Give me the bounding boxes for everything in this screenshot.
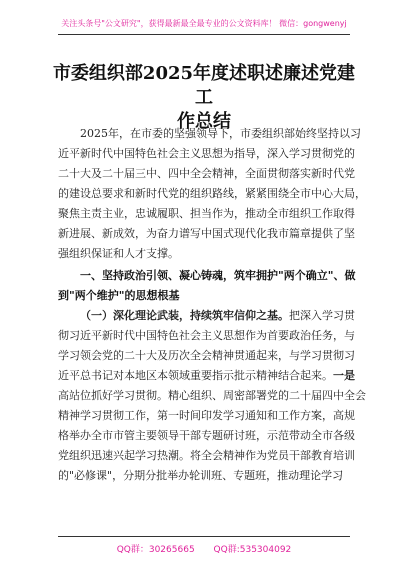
text-fragment: 近平总书记对本地区本领域重要指示批示精神结合起来。 — [58, 369, 333, 382]
text-line: 聚焦主责主业，忠诚履职、担当作为，推动全市组织工作取得 — [58, 207, 355, 220]
intro-paragraph — [58, 124, 366, 264]
text-line: 的建设总要求和新时代党的组织路线，紧紧围绕全市中心大局， — [58, 187, 366, 200]
text-line: 二十大及二十届三中、四中全会精神，全面贯彻落实新时代党 — [58, 167, 355, 180]
subsection-paragraph — [58, 306, 366, 486]
footer-qq-group-1: QQ群：30265665 — [116, 545, 195, 555]
emphasis-marker: 一是 — [333, 369, 355, 382]
text-line: 2025年，在市委的坚强领导下，市委组织部始终坚持以习 — [80, 127, 361, 140]
footer-divider — [58, 536, 350, 537]
text-line: 精神学习贯彻工作，第一时间印发学习通知和工作方案，高规 — [58, 409, 355, 422]
text-line: 格举办全市市管主要领导干部专题研讨班，示范带动全市各级 — [58, 429, 355, 442]
section-heading — [58, 266, 356, 306]
text-line: 彻习近平新时代中国特色社会主义思想作为首要政治任务，与 — [58, 329, 355, 342]
page-footer — [0, 542, 408, 555]
text-line: 的"必修课"，分期分批举办轮训班、专题班，推动理论学习 — [58, 469, 344, 482]
text-line — [58, 306, 355, 326]
text-line: 党组织迅速兴起学习热潮。将全会精神作为党员干部教育培训 — [58, 449, 355, 462]
page-header: 关注头条号"公文研究"，获得最新最全最专业的公文资料库！ 微信：gongwenyj — [61, 19, 347, 28]
header-divider — [58, 34, 350, 35]
heading-line: 到"两个维护"的思想根基 — [58, 289, 180, 302]
title-line: 作总结 — [177, 111, 231, 132]
text-line: 强组织保证和人才支撑。 — [58, 247, 179, 260]
subsection-heading: （一）深化理论武装，持续筑牢信仰之基。 — [80, 309, 289, 322]
title-line: 市委组织部2025年度述职述廉述党建工 — [52, 63, 356, 108]
text-line: 学习领会党的二十大及历次全会精神贯通起来，与学习贯彻习 — [58, 349, 355, 362]
text-line: 新进展、新成效，为奋力谱写中国式现代化我市篇章提供了坚 — [58, 227, 355, 240]
text-line: 高站位抓好学习贯彻。精心组织、周密部署党的二十届四中全会 — [58, 389, 366, 402]
footer-qq-group-2: QQ群:535304092 — [213, 545, 292, 555]
text-fragment: 把深入学习贯 — [289, 309, 355, 322]
heading-line: 一、坚持政治引领、凝心铸魂，筑牢拥护"两个确立"、做 — [80, 269, 356, 282]
text-line — [58, 366, 355, 386]
text-line: 近平新时代中国特色社会主义思想为指导，深入学习贯彻党的 — [58, 147, 355, 160]
